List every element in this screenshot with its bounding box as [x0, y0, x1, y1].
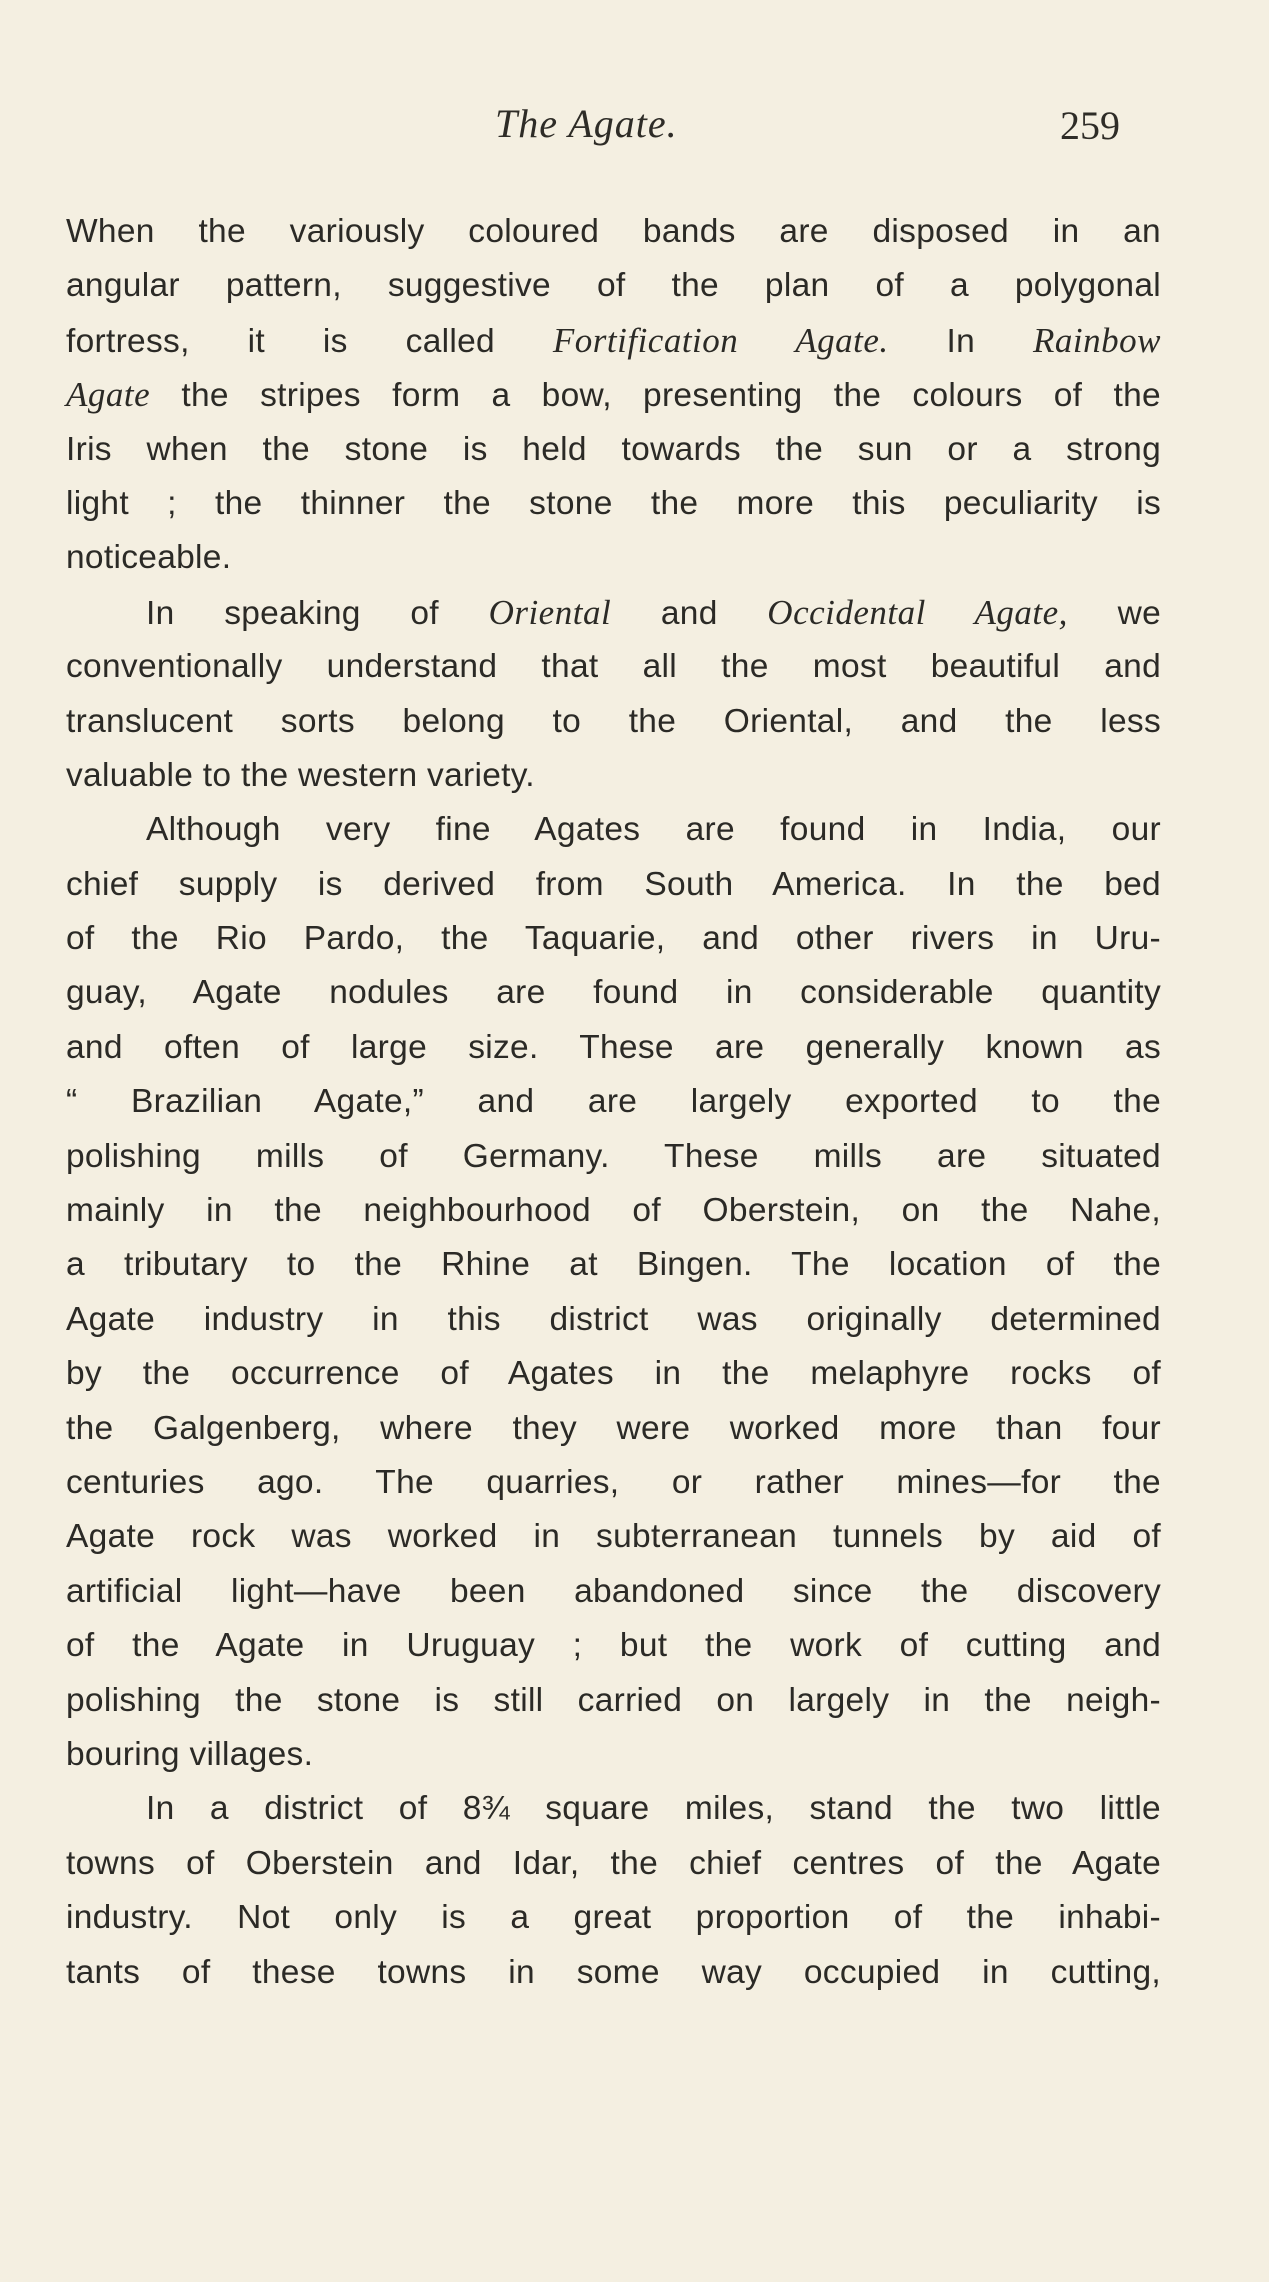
- text-line: bouring villages.: [66, 1735, 314, 1773]
- text-line: centuries ago. The quarries, or rather mines—for the: [66, 1463, 1161, 1501]
- italic-term: Agate: [66, 375, 151, 415]
- text-run: and: [611, 594, 768, 632]
- text-line: the Galgenberg, where they were worked more than four: [66, 1409, 1161, 1447]
- text-line: chief supply is derived from South America. In the bed: [66, 865, 1161, 903]
- text-line: [66, 586, 1161, 640]
- text-line: noticeable.: [66, 539, 232, 577]
- text-line: guay, Agate nodules are found in considerable quantity: [66, 974, 1161, 1012]
- text-line: Agate rock was worked in subterranean tunnels by aid of: [66, 1518, 1161, 1556]
- text-line: angular pattern, suggestive of the plan of a polygonal: [66, 267, 1161, 305]
- text-run: we: [1067, 594, 1162, 632]
- italic-term: Rainbow: [1033, 320, 1161, 360]
- text-line: of the Agate in Uruguay ; but the work of cutting and: [66, 1627, 1161, 1665]
- chapter-title: The Agate.: [495, 101, 678, 146]
- text-line: valuable to the western variety.: [66, 756, 535, 794]
- text-line: of the Rio Pardo, the Taquarie, and other rivers in Uru-: [66, 920, 1161, 958]
- italic-term: Fortification Agate.: [552, 320, 889, 360]
- italic-term: Occidental Agate,: [767, 592, 1068, 632]
- text-run: the stripes form a bow, presenting the colours of the: [150, 377, 1161, 415]
- body-text: [66, 205, 1161, 2000]
- text-line: a tributary to the Rhine at Bingen. The location of the: [66, 1246, 1161, 1284]
- text-run: In: [888, 322, 1034, 360]
- text-line: conventionally understand that all the most beautiful and: [66, 648, 1161, 686]
- text-line: [66, 368, 1161, 422]
- text-line: polishing the stone is still carried on largely in the neigh-: [66, 1681, 1161, 1719]
- text-line: Although very fine Agates are found in India, our: [146, 811, 1161, 849]
- running-head: [0, 100, 1269, 160]
- text-line: Agate industry in this district was originally determined: [66, 1300, 1161, 1338]
- text-line: light ; the thinner the stone the more this peculiarity is: [66, 484, 1161, 522]
- page-number: 259: [1060, 103, 1120, 148]
- text-line: [66, 314, 1161, 368]
- text-line: industry. Not only is a great proportion of the inhabi-: [66, 1899, 1161, 1937]
- text-line: translucent sorts belong to the Oriental, and the less: [66, 702, 1161, 740]
- text-line: towns of Oberstein and Idar, the chief centres of the Agate: [66, 1844, 1161, 1882]
- italic-term: Oriental: [488, 592, 612, 632]
- text-line: Iris when the stone is held towards the sun or a strong: [66, 430, 1161, 468]
- text-line: artificial light—have been abandoned since the discovery: [66, 1572, 1161, 1610]
- text-run: fortress, it is called: [66, 322, 553, 360]
- text-line: and often of large size. These are generally known as: [66, 1028, 1161, 1066]
- text-line: When the variously coloured bands are disposed in an: [66, 213, 1161, 250]
- text-run: In speaking of: [146, 594, 489, 632]
- text-line: by the occurrence of Agates in the melaphyre rocks of: [66, 1355, 1161, 1393]
- text-line: polishing mills of Germany. These mills are situated: [66, 1137, 1161, 1175]
- text-line: tants of these towns in some way occupied in cutting,: [66, 1953, 1161, 1991]
- text-line: “ Brazilian Agate,” and are largely exported to the: [66, 1083, 1161, 1121]
- text-line: In a district of 8¾ square miles, stand the two little: [146, 1790, 1161, 1828]
- text-line: mainly in the neighbourhood of Oberstein, on the Nahe,: [66, 1192, 1161, 1230]
